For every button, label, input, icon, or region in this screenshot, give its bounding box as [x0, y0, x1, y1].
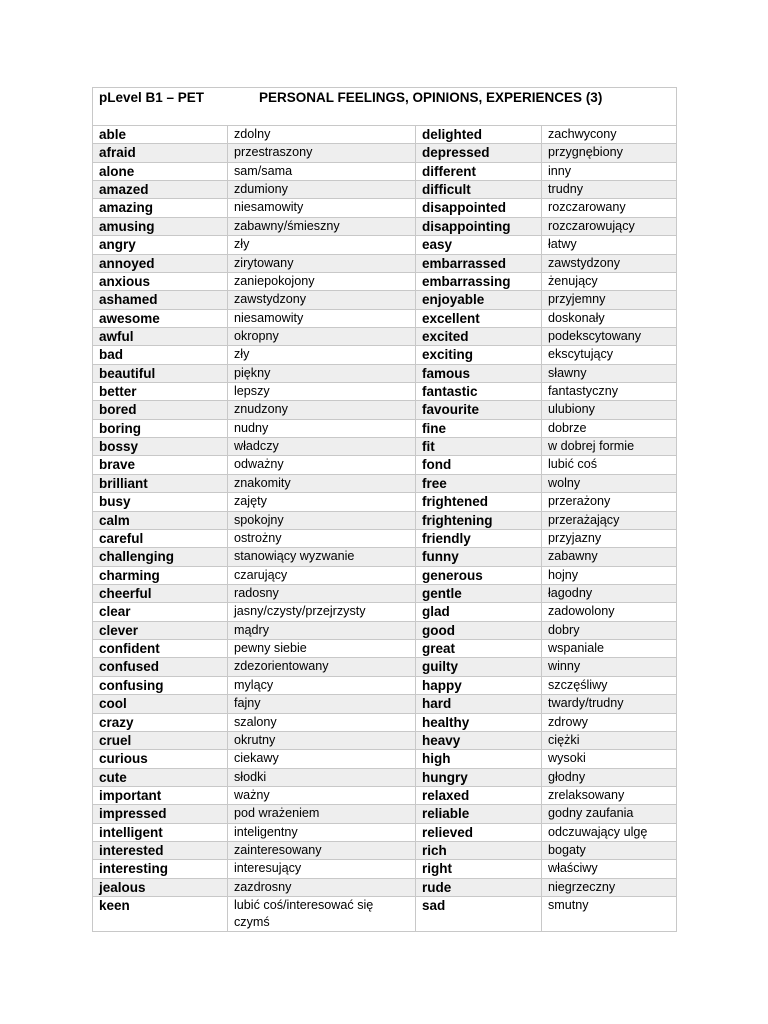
table-row	[93, 842, 677, 860]
english-word-left: jealous	[93, 878, 228, 896]
english-word-right: friendly	[416, 529, 542, 547]
english-word-right: famous	[416, 364, 542, 382]
polish-translation-right: trudny	[542, 181, 677, 199]
english-word-left: curious	[93, 750, 228, 768]
table-row	[93, 750, 677, 768]
english-word-right: embarrassing	[416, 272, 542, 290]
polish-translation-right: zadowolony	[542, 603, 677, 621]
polish-translation-left: mądry	[228, 621, 416, 639]
polish-translation-right: przerażony	[542, 493, 677, 511]
english-word-left: clear	[93, 603, 228, 621]
english-word-left: interested	[93, 842, 228, 860]
polish-translation-left: radosny	[228, 584, 416, 602]
table-row	[93, 695, 677, 713]
table-row	[93, 584, 677, 602]
polish-translation-right: twardy/trudny	[542, 695, 677, 713]
polish-translation-right: winny	[542, 658, 677, 676]
polish-translation-left: fajny	[228, 695, 416, 713]
polish-translation-right: hojny	[542, 566, 677, 584]
english-word-right: embarrassed	[416, 254, 542, 272]
english-word-left: annoyed	[93, 254, 228, 272]
polish-translation-right: ulubiony	[542, 401, 677, 419]
polish-translation-left: odważny	[228, 456, 416, 474]
english-word-left: confident	[93, 640, 228, 658]
polish-translation-right: ekscytujący	[542, 346, 677, 364]
table-row	[93, 786, 677, 804]
polish-translation-right: rozczarowujący	[542, 217, 677, 235]
polish-translation-left: pewny siebie	[228, 640, 416, 658]
english-word-left: challenging	[93, 548, 228, 566]
table-row	[93, 162, 677, 180]
table-row	[93, 603, 677, 621]
polish-translation-left: niesamowity	[228, 199, 416, 217]
english-word-left: boring	[93, 419, 228, 437]
table-row	[93, 474, 677, 492]
english-word-left: clever	[93, 621, 228, 639]
polish-translation-right: przygnębiony	[542, 144, 677, 162]
polish-translation-left: spokojny	[228, 511, 416, 529]
english-word-right: delighted	[416, 126, 542, 144]
english-word-left: awful	[93, 327, 228, 345]
polish-translation-right: inny	[542, 162, 677, 180]
english-word-right: fine	[416, 419, 542, 437]
english-word-left: afraid	[93, 144, 228, 162]
polish-translation-right: zdrowy	[542, 713, 677, 731]
table-row	[93, 566, 677, 584]
polish-translation-right: przyjemny	[542, 291, 677, 309]
polish-translation-right: wysoki	[542, 750, 677, 768]
table-row	[93, 731, 677, 749]
polish-translation-right: sławny	[542, 364, 677, 382]
polish-translation-left: zirytowany	[228, 254, 416, 272]
english-word-left: better	[93, 383, 228, 401]
table-row	[93, 254, 677, 272]
polish-translation-left: jasny/czysty/przejrzysty	[228, 603, 416, 621]
english-word-right: relieved	[416, 823, 542, 841]
english-word-left: angry	[93, 236, 228, 254]
english-word-right: heavy	[416, 731, 542, 749]
table-row	[93, 236, 677, 254]
english-word-left: intelligent	[93, 823, 228, 841]
polish-translation-left: zainteresowany	[228, 842, 416, 860]
polish-translation-right: zabawny	[542, 548, 677, 566]
polish-translation-left: okrutny	[228, 731, 416, 749]
english-word-left: amusing	[93, 217, 228, 235]
english-word-right: happy	[416, 676, 542, 694]
table-row	[93, 217, 677, 235]
english-word-right: glad	[416, 603, 542, 621]
polish-translation-left: ciekawy	[228, 750, 416, 768]
table-row	[93, 548, 677, 566]
table-row	[93, 713, 677, 731]
table-row	[93, 291, 677, 309]
english-word-right: free	[416, 474, 542, 492]
table-row	[93, 456, 677, 474]
english-word-left: interesting	[93, 860, 228, 878]
english-word-right: funny	[416, 548, 542, 566]
english-word-right: frightening	[416, 511, 542, 529]
english-word-right: frightened	[416, 493, 542, 511]
polish-translation-right: właściwy	[542, 860, 677, 878]
table-row	[93, 327, 677, 345]
polish-translation-left: niesamowity	[228, 309, 416, 327]
english-word-left: ashamed	[93, 291, 228, 309]
english-word-right: disappointing	[416, 217, 542, 235]
table-row	[93, 897, 677, 932]
english-word-right: fond	[416, 456, 542, 474]
english-word-left: busy	[93, 493, 228, 511]
table-row	[93, 676, 677, 694]
polish-translation-left: zdolny	[228, 126, 416, 144]
vocabulary-table	[92, 87, 677, 932]
english-word-right: easy	[416, 236, 542, 254]
table-row	[93, 272, 677, 290]
table-row	[93, 860, 677, 878]
english-word-right: right	[416, 860, 542, 878]
english-word-right: fit	[416, 438, 542, 456]
english-word-right: excited	[416, 327, 542, 345]
polish-translation-right: niegrzeczny	[542, 878, 677, 896]
page-title: PERSONAL FEELINGS, OPINIONS, EXPERIENCES (3)	[259, 90, 603, 105]
polish-translation-left: piękny	[228, 364, 416, 382]
english-word-right: different	[416, 162, 542, 180]
polish-translation-right: dobry	[542, 621, 677, 639]
polish-translation-left: znudzony	[228, 401, 416, 419]
polish-translation-right: rozczarowany	[542, 199, 677, 217]
english-word-left: bored	[93, 401, 228, 419]
polish-translation-right: doskonały	[542, 309, 677, 327]
polish-translation-right: głodny	[542, 768, 677, 786]
table-row	[93, 438, 677, 456]
english-word-right: difficult	[416, 181, 542, 199]
table-row	[93, 126, 677, 144]
english-word-left: bad	[93, 346, 228, 364]
polish-translation-left: interesujący	[228, 860, 416, 878]
table-row	[93, 878, 677, 896]
polish-translation-left: inteligentny	[228, 823, 416, 841]
polish-translation-left: władczy	[228, 438, 416, 456]
table-row	[93, 309, 677, 327]
polish-translation-left: zaniepokojony	[228, 272, 416, 290]
english-word-left: crazy	[93, 713, 228, 731]
polish-translation-right: odczuwający ulgę	[542, 823, 677, 841]
polish-translation-left: zły	[228, 236, 416, 254]
polish-translation-left: zazdrosny	[228, 878, 416, 896]
english-word-right: favourite	[416, 401, 542, 419]
english-word-left: brave	[93, 456, 228, 474]
english-word-left: able	[93, 126, 228, 144]
english-word-left: amazed	[93, 181, 228, 199]
polish-translation-right: smutny	[542, 897, 677, 932]
polish-translation-right: ciężki	[542, 731, 677, 749]
english-word-left: charming	[93, 566, 228, 584]
table-row	[93, 511, 677, 529]
english-word-right: guilty	[416, 658, 542, 676]
english-word-right: relaxed	[416, 786, 542, 804]
header-cell	[93, 88, 677, 126]
table-row	[93, 401, 677, 419]
english-word-right: reliable	[416, 805, 542, 823]
polish-translation-left: okropny	[228, 327, 416, 345]
polish-translation-left: zajęty	[228, 493, 416, 511]
polish-translation-left: zdumiony	[228, 181, 416, 199]
english-word-left: careful	[93, 529, 228, 547]
polish-translation-left: stanowiący wyzwanie	[228, 548, 416, 566]
english-word-right: hard	[416, 695, 542, 713]
table-row	[93, 364, 677, 382]
table-row	[93, 768, 677, 786]
english-word-right: good	[416, 621, 542, 639]
table-row	[93, 640, 677, 658]
polish-translation-right: zawstydzony	[542, 254, 677, 272]
table-row	[93, 823, 677, 841]
english-word-left: cute	[93, 768, 228, 786]
polish-translation-left: lubić coś/interesować się czymś	[228, 897, 416, 932]
english-word-left: amazing	[93, 199, 228, 217]
english-word-right: disappointed	[416, 199, 542, 217]
polish-translation-right: w dobrej formie	[542, 438, 677, 456]
polish-translation-left: szalony	[228, 713, 416, 731]
english-word-right: high	[416, 750, 542, 768]
english-word-left: calm	[93, 511, 228, 529]
english-word-right: depressed	[416, 144, 542, 162]
table-row	[93, 529, 677, 547]
table-row	[93, 199, 677, 217]
polish-translation-right: łatwy	[542, 236, 677, 254]
english-word-left: cool	[93, 695, 228, 713]
polish-translation-left: nudny	[228, 419, 416, 437]
english-word-right: excellent	[416, 309, 542, 327]
polish-translation-right: bogaty	[542, 842, 677, 860]
english-word-right: rich	[416, 842, 542, 860]
polish-translation-right: podekscytowany	[542, 327, 677, 345]
english-word-left: alone	[93, 162, 228, 180]
english-word-left: bossy	[93, 438, 228, 456]
table-row	[93, 383, 677, 401]
english-word-right: gentle	[416, 584, 542, 602]
polish-translation-right: wspaniale	[542, 640, 677, 658]
english-word-right: generous	[416, 566, 542, 584]
polish-translation-right: zrelaksowany	[542, 786, 677, 804]
table-row	[93, 621, 677, 639]
english-word-right: enjoyable	[416, 291, 542, 309]
english-word-right: healthy	[416, 713, 542, 731]
english-word-left: cheerful	[93, 584, 228, 602]
english-word-left: cruel	[93, 731, 228, 749]
english-word-right: fantastic	[416, 383, 542, 401]
english-word-left: impressed	[93, 805, 228, 823]
polish-translation-left: zabawny/śmieszny	[228, 217, 416, 235]
english-word-left: keen	[93, 897, 228, 932]
english-word-left: awesome	[93, 309, 228, 327]
polish-translation-left: mylący	[228, 676, 416, 694]
polish-translation-left: zły	[228, 346, 416, 364]
english-word-right: hungry	[416, 768, 542, 786]
level-label: pLevel B1 – PET	[99, 90, 205, 105]
english-word-right: sad	[416, 897, 542, 932]
english-word-left: anxious	[93, 272, 228, 290]
english-word-right: rude	[416, 878, 542, 896]
vocabulary-table-body	[93, 88, 677, 932]
polish-translation-right: zachwycony	[542, 126, 677, 144]
polish-translation-left: sam/sama	[228, 162, 416, 180]
english-word-left: beautiful	[93, 364, 228, 382]
polish-translation-left: zdezorientowany	[228, 658, 416, 676]
english-word-left: confusing	[93, 676, 228, 694]
polish-translation-left: słodki	[228, 768, 416, 786]
polish-translation-right: wolny	[542, 474, 677, 492]
polish-translation-right: przerażający	[542, 511, 677, 529]
table-row	[93, 493, 677, 511]
table-row	[93, 144, 677, 162]
polish-translation-left: przestraszony	[228, 144, 416, 162]
polish-translation-right: szczęśliwy	[542, 676, 677, 694]
polish-translation-right: przyjazny	[542, 529, 677, 547]
english-word-left: brilliant	[93, 474, 228, 492]
polish-translation-right: łagodny	[542, 584, 677, 602]
english-word-left: confused	[93, 658, 228, 676]
polish-translation-right: lubić coś	[542, 456, 677, 474]
english-word-right: great	[416, 640, 542, 658]
polish-translation-right: żenujący	[542, 272, 677, 290]
english-word-left: important	[93, 786, 228, 804]
polish-translation-right: godny zaufania	[542, 805, 677, 823]
table-row	[93, 346, 677, 364]
table-row	[93, 419, 677, 437]
polish-translation-left: lepszy	[228, 383, 416, 401]
header-row	[93, 88, 677, 126]
polish-translation-left: zawstydzony	[228, 291, 416, 309]
polish-translation-left: ważny	[228, 786, 416, 804]
polish-translation-left: czarujący	[228, 566, 416, 584]
polish-translation-right: fantastyczny	[542, 383, 677, 401]
polish-translation-left: ostrożny	[228, 529, 416, 547]
polish-translation-left: pod wrażeniem	[228, 805, 416, 823]
table-row	[93, 181, 677, 199]
table-row	[93, 805, 677, 823]
polish-translation-right: dobrze	[542, 419, 677, 437]
table-row	[93, 658, 677, 676]
polish-translation-left: znakomity	[228, 474, 416, 492]
english-word-right: exciting	[416, 346, 542, 364]
